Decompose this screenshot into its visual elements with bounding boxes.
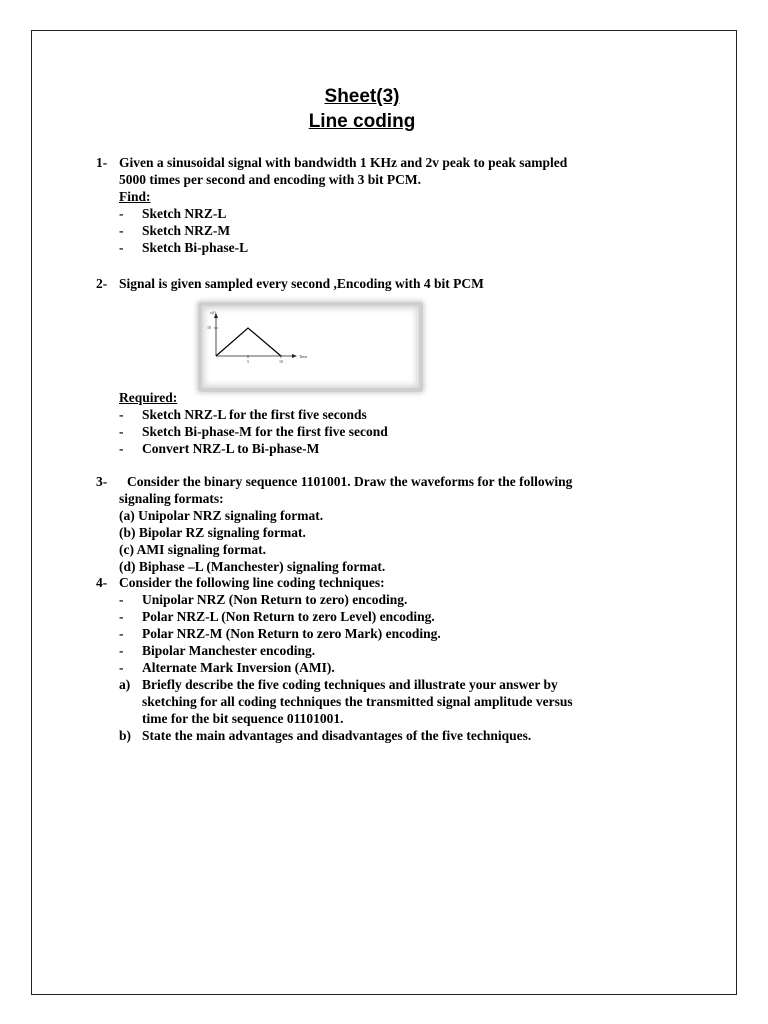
list-item: - Sketch Bi-phase-M for the first five second [119, 424, 388, 439]
question-1-line-2: 5000 times per second and encoding with 3 bit PCM. [119, 172, 422, 187]
question-4-part-b: b) State the main advantages and disadvantages of the five techniques. [119, 728, 532, 743]
sheet-subtitle: Line coding [308, 111, 416, 132]
x-axis-label: Time [299, 354, 308, 359]
list-item: (a) Unipolar NRZ signaling format. [119, 508, 324, 523]
question-3-line-1: Consider the binary sequence 1101001. Draw the waveforms for the following [127, 474, 573, 489]
list-item: - Sketch Bi-phase-L [119, 240, 249, 255]
question-2-number: 2- [96, 276, 108, 291]
list-item: - Polar NRZ-M (Non Return to zero Mark) encoding. [119, 626, 441, 641]
x-tick-label-end: 10 [279, 359, 283, 364]
y-tick-label: 10 [207, 325, 211, 330]
list-item: - Polar NRZ-L (Non Return to zero Level) encoding. [119, 609, 435, 624]
question-4-intro: Consider the following line coding techniques: [119, 575, 385, 590]
required-label: Required: [119, 390, 178, 405]
list-item: - Alternate Mark Inversion (AMI). [119, 660, 335, 675]
question-1-line-1: Given a sinusoidal signal with bandwidth 1 KHz and 2v peak to peak sampled [119, 155, 568, 170]
list-item: (b) Bipolar RZ signaling format. [119, 525, 306, 540]
y-axis-label: v(t) [210, 310, 216, 315]
list-item: - Sketch NRZ-L [119, 206, 227, 221]
list-item: - Bipolar Manchester encoding. [119, 643, 316, 658]
list-item: - Unipolar NRZ (Non Return to zero) encoding. [119, 592, 408, 607]
question-4-part-a: a) Briefly describe the five coding techniques and illustrate your answer by [119, 677, 558, 692]
question-4-number: 4- [96, 575, 108, 590]
question-1-number: 1- [96, 155, 108, 170]
question-3-number: 3- [96, 474, 108, 489]
list-item: - Convert NRZ-L to Bi-phase-M [119, 441, 320, 456]
question-3-line-2: signaling formats: [119, 491, 224, 506]
list-item: (d) Biphase –L (Manchester) signaling format. [119, 559, 386, 574]
list-item: (c) AMI signaling format. [119, 542, 266, 557]
question-4-part-a-line-2: sketching for all coding techniques the transmitted signal amplitude versus [142, 694, 573, 709]
list-item: - Sketch NRZ-M [119, 223, 231, 238]
find-label: Find: [119, 189, 151, 204]
list-item: - Sketch NRZ-L for the first five seconds [119, 407, 367, 422]
x-tick-label-mid: 5 [247, 359, 249, 364]
question-2-text: Signal is given sampled every second ,Encoding with 4 bit PCM [119, 276, 484, 291]
triangle-signal-figure [198, 302, 423, 392]
sheet-title: Sheet(3) [324, 86, 400, 107]
question-4-part-a-line-3: time for the bit sequence 01101001. [142, 711, 344, 726]
